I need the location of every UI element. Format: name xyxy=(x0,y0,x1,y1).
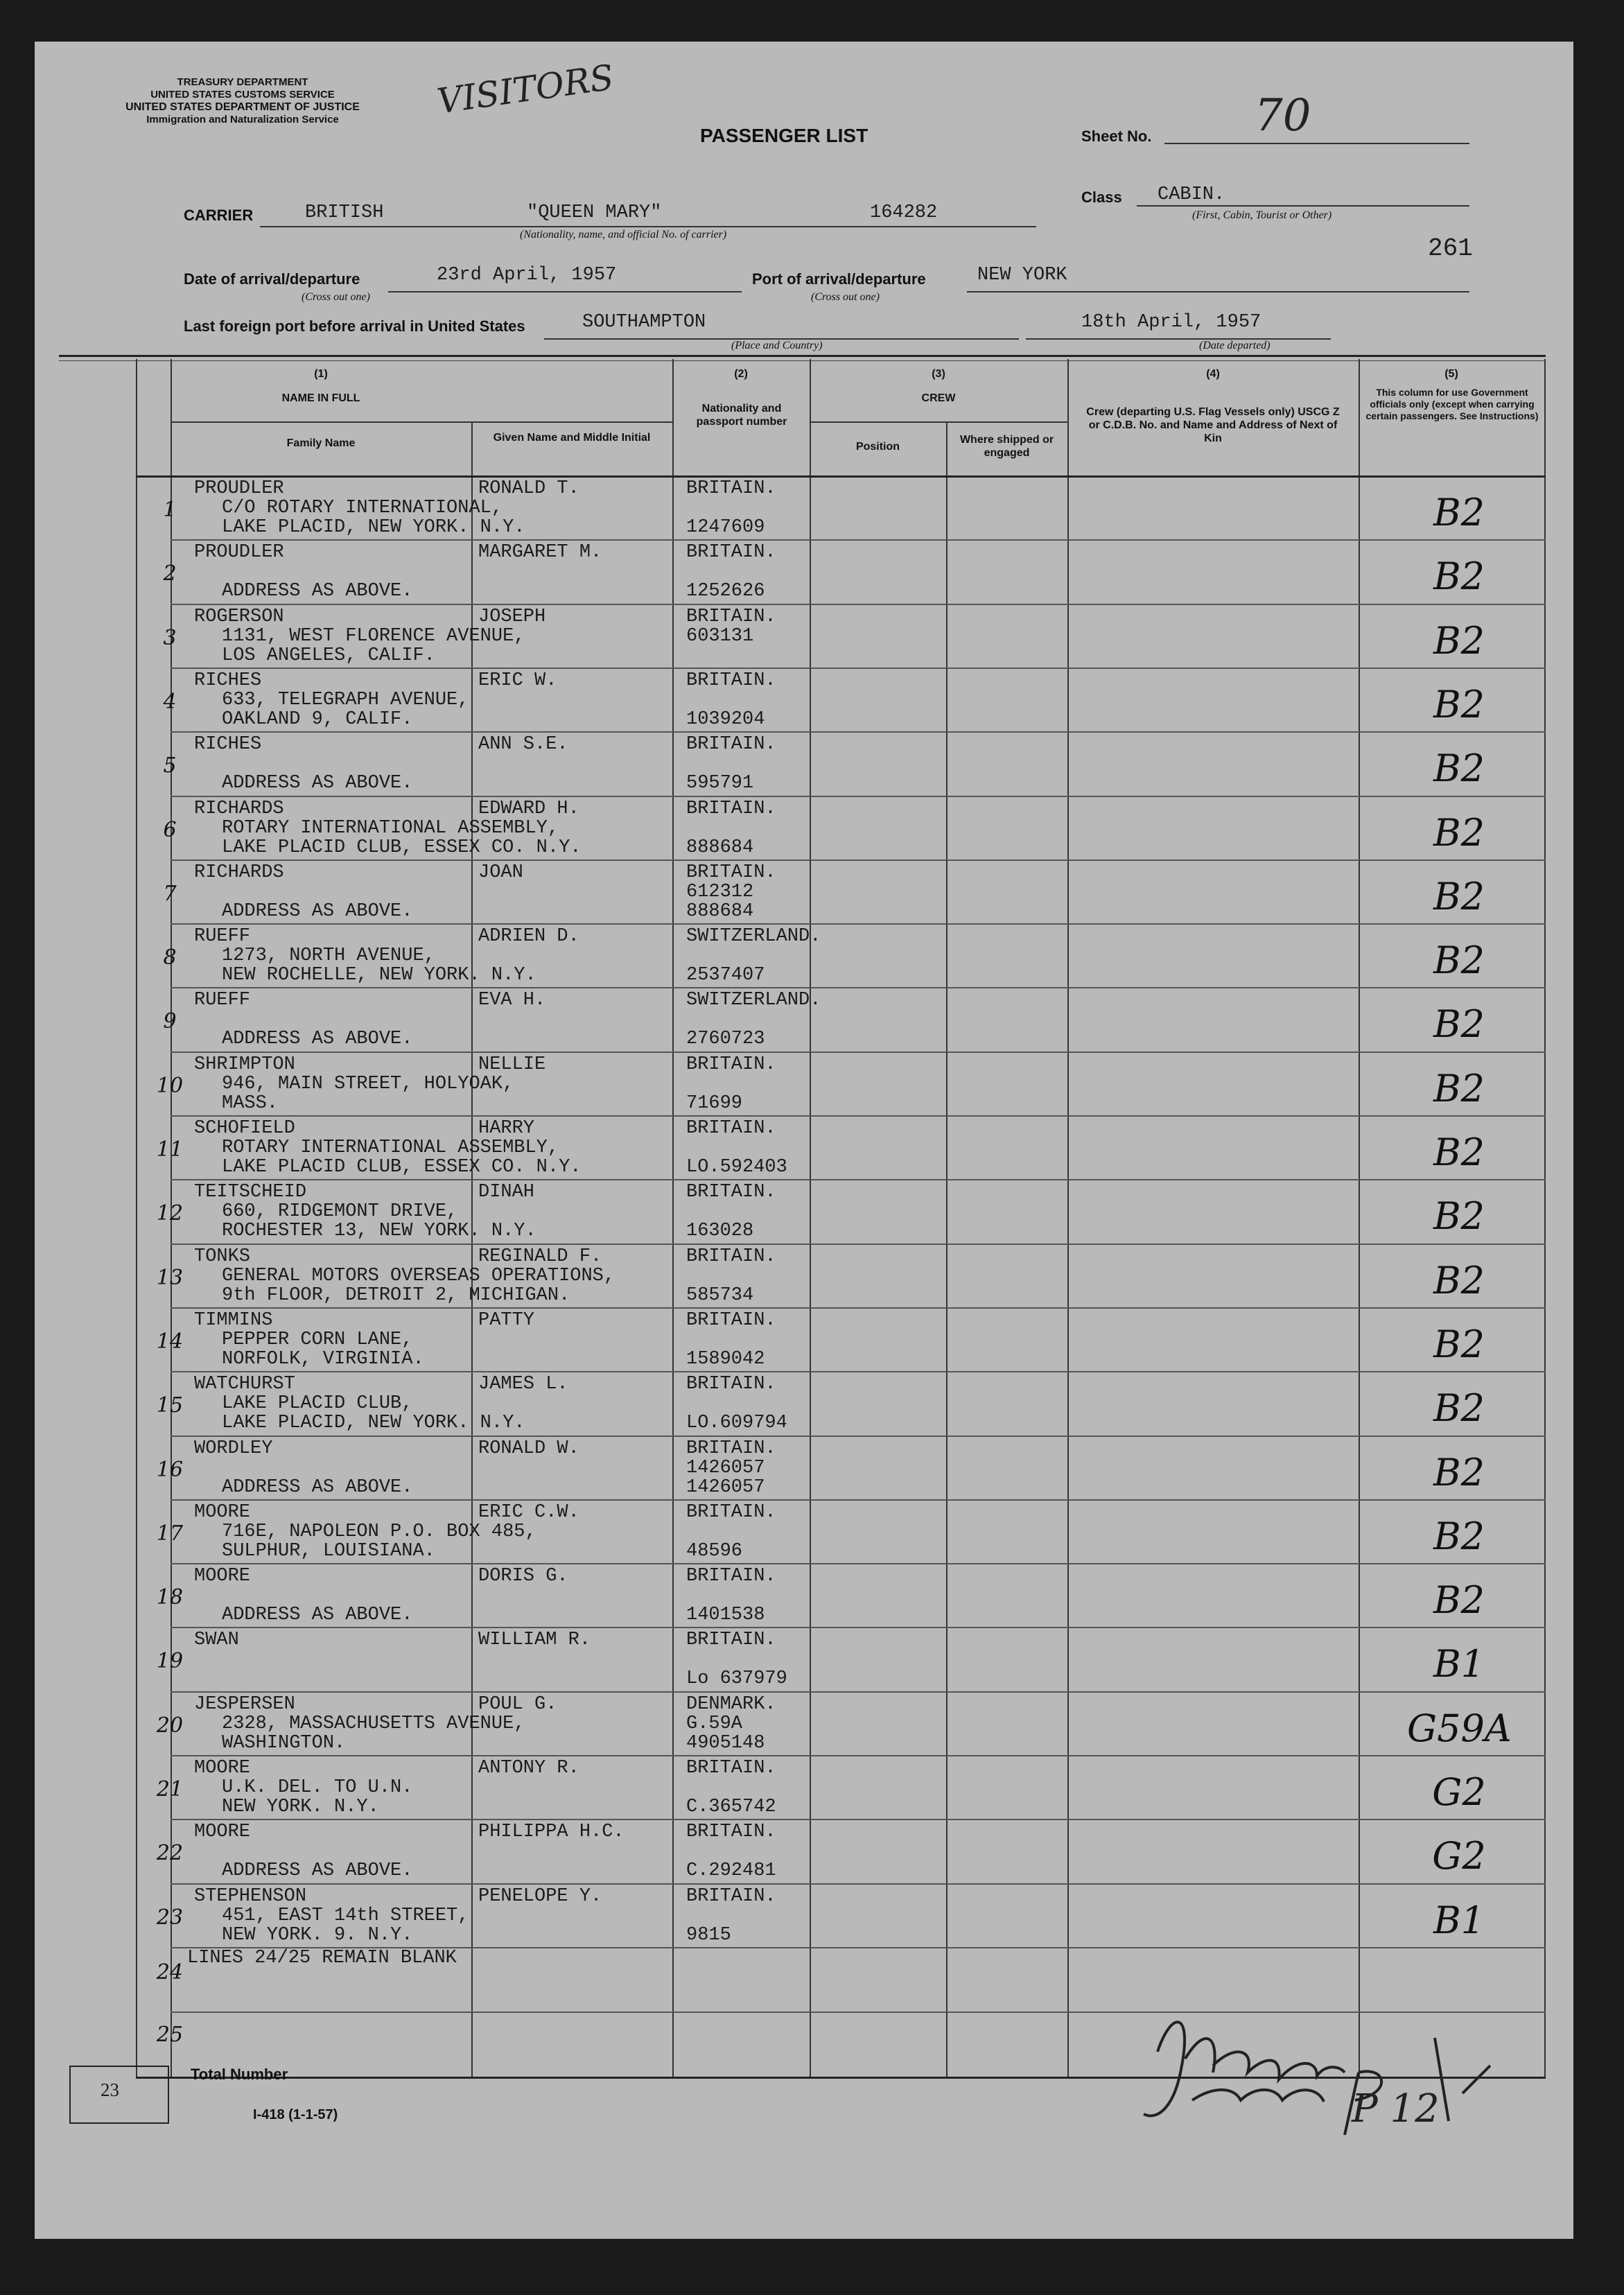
visa-class-mark: B2 xyxy=(1433,1450,1485,1494)
nationality: SWITZERLAND. xyxy=(686,926,821,948)
address-line1: 2328, MASSACHUSETTS AVENUE, xyxy=(222,1713,525,1734)
address-line2: ADDRESS AS ABOVE. xyxy=(222,1860,413,1882)
given-name: ANN S.E. xyxy=(478,734,568,756)
departure-date-value: 18th April, 1957 xyxy=(1081,312,1261,333)
row-divider xyxy=(171,1436,1546,1437)
address-line2: MASS. xyxy=(222,1092,279,1114)
class-caption: (First, Cabin, Tourist or Other) xyxy=(1192,209,1332,221)
visa-class-mark: B2 xyxy=(1433,1578,1485,1623)
given-name: JOAN xyxy=(478,862,523,883)
passport-number-2: C.365742 xyxy=(686,1797,776,1817)
passport-number-2: 1039204 xyxy=(686,708,765,730)
given-name: WILLIAM R. xyxy=(478,1630,591,1651)
address-line2: NEW YORK. N.Y. xyxy=(222,1797,379,1817)
family-name: WATCHURST xyxy=(194,1374,295,1395)
class-label: Class xyxy=(1081,189,1122,206)
row-divider xyxy=(171,1499,1546,1501)
nationality: BRITAIN. xyxy=(686,478,776,499)
visa-class-mark: B2 xyxy=(1433,939,1485,983)
col4-num: (4) xyxy=(1206,368,1220,380)
foreign-port-value: SOUTHAMPTON xyxy=(582,312,706,333)
passport-number-2: 585734 xyxy=(686,1284,754,1306)
row-number: 19 xyxy=(156,1649,184,1674)
address-line2: ADDRESS AS ABOVE. xyxy=(222,1605,413,1626)
sheet-number: 70 xyxy=(1255,90,1311,141)
family-name: MOORE xyxy=(194,1758,251,1779)
row-number: 17 xyxy=(156,1521,184,1546)
carrier-official-no: 164282 xyxy=(870,202,938,223)
signature-note: P 12 xyxy=(1352,2086,1440,2131)
port-value: NEW YORK xyxy=(977,265,1067,286)
address-line1: 1273, NORTH AVENUE, xyxy=(222,945,435,967)
row-divider xyxy=(171,1691,1546,1693)
col3-num: (3) xyxy=(932,368,945,380)
visa-class-mark: B2 xyxy=(1433,1514,1485,1558)
table-top-rule xyxy=(59,355,1546,357)
address-line2: OAKLAND 9, CALIF. xyxy=(222,708,413,730)
given-name: NELLIE xyxy=(478,1054,546,1075)
col2-num: (2) xyxy=(734,368,748,380)
nationality: BRITAIN. xyxy=(686,1309,776,1331)
row-divider xyxy=(171,1371,1546,1372)
given-name: ERIC C.W. xyxy=(478,1501,579,1523)
given-name: POUL G. xyxy=(478,1693,557,1715)
address-line2: LAKE PLACID CLUB, ESSEX CO. N.Y. xyxy=(222,1157,582,1178)
visa-class-mark: B2 xyxy=(1433,810,1485,855)
total-value: 23 xyxy=(101,2079,119,2100)
visa-class-mark: B2 xyxy=(1433,1194,1485,1239)
passport-number-2: 888684 xyxy=(686,837,754,858)
passport-number-1: 1426057 xyxy=(686,1457,765,1478)
address-line1: 633, TELEGRAPH AVENUE, xyxy=(222,689,469,710)
address-line2: LAKE PLACID, NEW YORK. N.Y. xyxy=(222,1413,525,1434)
row-divider xyxy=(171,1307,1546,1309)
address-line1: U.K. DEL. TO U.N. xyxy=(222,1777,413,1798)
passport-number-2: 888684 xyxy=(686,900,754,922)
address-line2: NEW YORK. 9. N.Y. xyxy=(222,1924,413,1946)
nationality: DENMARK. xyxy=(686,1693,776,1715)
nationality: BRITAIN. xyxy=(686,1054,776,1075)
visa-class-mark: B1 xyxy=(1433,1642,1485,1686)
row24-note: LINES 24/25 REMAIN BLANK xyxy=(187,1948,457,1969)
passport-number-2: LO.609794 xyxy=(686,1413,787,1434)
row-number: 9 xyxy=(163,1009,177,1034)
given-name: DORIS G. xyxy=(478,1566,568,1587)
address-line2: SULPHUR, LOUISIANA. xyxy=(222,1540,435,1562)
address-line2: NORFOLK, VIRGINIA. xyxy=(222,1348,424,1370)
row-divider xyxy=(171,1563,1546,1564)
row-number: 23 xyxy=(156,1905,184,1930)
row-number: 3 xyxy=(163,625,177,650)
address-line1: LAKE PLACID CLUB, xyxy=(222,1393,413,1415)
nationality: BRITAIN. xyxy=(686,1566,776,1587)
row-number: 20 xyxy=(156,1713,184,1738)
given-name: RONALD W. xyxy=(478,1438,579,1459)
address-line1: ROTARY INTERNATIONAL ASSEMBLY, xyxy=(222,817,559,839)
family-name: PROUDLER xyxy=(194,478,284,499)
visa-class-mark: B2 xyxy=(1433,874,1485,918)
nationality: BRITAIN. xyxy=(686,1182,776,1203)
address-line1: C/O ROTARY INTERNATIONAL, xyxy=(222,498,503,518)
family-name: WORDLEY xyxy=(194,1438,273,1459)
passport-number-2: 2537407 xyxy=(686,965,765,986)
family-name: RUEFF xyxy=(194,926,251,948)
address-line2: NEW ROCHELLE, NEW YORK. N.Y. xyxy=(222,965,536,986)
family-name: PROUDLER xyxy=(194,542,284,564)
passenger-list-sheet xyxy=(35,42,1573,2239)
col5-num: (5) xyxy=(1444,368,1458,380)
address-line2: ADDRESS AS ABOVE. xyxy=(222,581,413,602)
row-divider xyxy=(171,923,1546,925)
given-name: JOSEPH xyxy=(478,606,546,627)
col1-given: Given Name and Middle Initial xyxy=(493,432,651,444)
visa-class-mark: B1 xyxy=(1433,1898,1485,1942)
nationality: BRITAIN. xyxy=(686,862,776,883)
agency-line1: TREASURY DEPARTMENT xyxy=(177,76,308,88)
row-number: 4 xyxy=(163,689,177,714)
family-name: RICHARDS xyxy=(194,798,284,819)
row-divider xyxy=(171,1179,1546,1180)
officer-signature xyxy=(1116,1982,1560,2190)
visa-class-mark: B2 xyxy=(1433,1066,1485,1110)
passport-number-2: 1401538 xyxy=(686,1605,765,1626)
carrier-caption: (Nationality, name, and official No. of carrier) xyxy=(520,229,727,241)
row-divider xyxy=(171,1755,1546,1756)
nationality: BRITAIN. xyxy=(686,606,776,627)
address-line2: LOS ANGELES, CALIF. xyxy=(222,645,435,666)
passport-number-2: 2760723 xyxy=(686,1029,765,1050)
carrier-label: CARRIER xyxy=(184,207,254,224)
total-label: Total Number xyxy=(191,2066,288,2083)
row-number: 12 xyxy=(156,1201,184,1226)
carrier-name: "QUEEN MARY" xyxy=(527,202,662,223)
address-line2: ROCHESTER 13, NEW YORK. N.Y. xyxy=(222,1221,536,1242)
arrival-date-label: Date of arrival/departure xyxy=(184,270,360,288)
passport-number-2: 1426057 xyxy=(686,1476,765,1498)
departure-date-caption: (Date departed) xyxy=(1199,340,1271,351)
row-number: 18 xyxy=(156,1585,184,1610)
row-divider xyxy=(171,796,1546,797)
col4-title: Crew (departing U.S. Flag Vessels only) USCG Z or C.D.B. No. and Name and Address of Next of Kin xyxy=(1086,406,1340,444)
family-name: MOORE xyxy=(194,1566,251,1587)
address-line2: ADDRESS AS ABOVE. xyxy=(222,1029,413,1050)
agency-header xyxy=(76,76,409,126)
form-title: PASSENGER LIST xyxy=(700,125,868,146)
family-name: TEITSCHEID xyxy=(194,1182,307,1203)
col3-title: CREW xyxy=(921,392,956,404)
row-divider xyxy=(171,667,1546,669)
family-name: ROGERSON xyxy=(194,606,284,627)
row-divider xyxy=(171,987,1546,988)
row-divider xyxy=(171,1883,1546,1885)
row-number: 2 xyxy=(163,561,177,586)
address-line1: 451, EAST 14th STREET, xyxy=(222,1905,469,1926)
given-name: EVA H. xyxy=(478,990,546,1011)
total-box xyxy=(69,2066,169,2124)
given-name: PATTY xyxy=(478,1309,535,1331)
passport-number-2: 9815 xyxy=(686,1924,731,1946)
passport-number-1: 603131 xyxy=(686,625,754,647)
passport-number-2: C.292481 xyxy=(686,1860,776,1882)
passport-number-2: LO.592403 xyxy=(686,1157,787,1178)
address-line1: 1131, WEST FLORENCE AVENUE, xyxy=(222,625,525,647)
given-name: RONALD T. xyxy=(478,478,579,499)
passport-number-2: 4905148 xyxy=(686,1732,765,1754)
address-line1: PEPPER CORN LANE, xyxy=(222,1329,413,1350)
family-name: RICHES xyxy=(194,670,262,691)
row-divider xyxy=(171,1244,1546,1245)
address-line1: 716E, NAPOLEON P.O. BOX 485, xyxy=(222,1521,536,1542)
address-line1: 660, RIDGEMONT DRIVE, xyxy=(222,1201,458,1223)
visa-class-mark: B2 xyxy=(1433,682,1485,726)
family-name: RICHARDS xyxy=(194,862,284,883)
family-name: STEPHENSON xyxy=(194,1885,307,1907)
row-number: 10 xyxy=(156,1073,184,1098)
form-number: I-418 (1-1-57) xyxy=(253,2107,338,2122)
visa-class-mark: B2 xyxy=(1433,555,1485,599)
nationality: BRITAIN. xyxy=(686,1822,776,1843)
given-name: ANTONY R. xyxy=(478,1758,579,1779)
passport-number-2: 48596 xyxy=(686,1540,743,1562)
nationality: BRITAIN. xyxy=(686,1501,776,1523)
nationality: BRITAIN. xyxy=(686,798,776,819)
agency-line3: UNITED STATES DEPARTMENT OF JUSTICE xyxy=(125,101,360,113)
given-name: DINAH xyxy=(478,1182,535,1203)
address-line2: 9th FLOOR, DETROIT 2, MICHIGAN. xyxy=(222,1284,570,1306)
nationality: BRITAIN. xyxy=(686,1885,776,1907)
row-divider xyxy=(171,1627,1546,1628)
row-number: 24 xyxy=(156,1960,184,1984)
passport-number-2: 163028 xyxy=(686,1221,754,1242)
visa-class-mark: G2 xyxy=(1432,1770,1486,1814)
passport-number-2: 595791 xyxy=(686,773,754,794)
family-name: RUEFF xyxy=(194,990,251,1011)
row-number: 11 xyxy=(156,1137,184,1162)
nationality: BRITAIN. xyxy=(686,1758,776,1779)
row-number: 21 xyxy=(156,1777,184,1801)
col2-title: Nationality and passport number xyxy=(696,403,787,428)
nationality: SWITZERLAND. xyxy=(686,990,821,1011)
class-value: CABIN. xyxy=(1158,184,1225,205)
family-name: SWAN xyxy=(194,1630,239,1651)
given-name: MARGARET M. xyxy=(478,542,602,564)
address-line2: LAKE PLACID CLUB, ESSEX CO. N.Y. xyxy=(222,837,582,858)
nationality: BRITAIN. xyxy=(686,542,776,564)
arrival-cross-caption: (Cross out one) xyxy=(302,291,370,303)
passport-number-1: G.59A xyxy=(686,1713,743,1734)
given-name: PENELOPE Y. xyxy=(478,1885,602,1907)
visa-class-mark: B2 xyxy=(1433,1131,1485,1174)
passport-number-2: 71699 xyxy=(686,1092,743,1114)
handwritten-visitors: VISITORS xyxy=(435,57,616,122)
col3-where: Where shipped or engaged xyxy=(959,434,1054,459)
nationality: BRITAIN. xyxy=(686,670,776,691)
visa-class-mark: B2 xyxy=(1433,1002,1485,1047)
page-stamp: 261 xyxy=(1428,234,1473,263)
nationality: BRITAIN. xyxy=(686,1246,776,1267)
visa-class-mark: G59A xyxy=(1407,1706,1512,1750)
row-number: 5 xyxy=(163,753,177,778)
visa-class-mark: B2 xyxy=(1433,491,1485,534)
nationality: BRITAIN. xyxy=(686,734,776,756)
visa-class-mark: G2 xyxy=(1432,1834,1486,1878)
family-name: SHRIMPTON xyxy=(194,1054,295,1075)
agency-line4: Immigration and Naturalization Service xyxy=(146,114,339,125)
row-number: 6 xyxy=(163,817,177,842)
given-name: PHILIPPA H.C. xyxy=(478,1822,625,1843)
visa-class-mark: B2 xyxy=(1433,747,1485,791)
foreign-port-caption: (Place and Country) xyxy=(731,340,823,351)
arrival-date-value: 23rd April, 1957 xyxy=(437,265,617,286)
col1-title: NAME IN FULL xyxy=(281,392,360,404)
row-divider xyxy=(171,1051,1546,1053)
family-name: SCHOFIELD xyxy=(194,1118,295,1139)
port-label: Port of arrival/departure xyxy=(752,270,926,288)
row-number: 1 xyxy=(163,498,177,522)
visa-class-mark: B2 xyxy=(1433,618,1485,663)
sheet-label: Sheet No. xyxy=(1081,128,1152,145)
family-name: MOORE xyxy=(194,1822,251,1843)
address-line2: LAKE PLACID, NEW YORK. N.Y. xyxy=(222,517,525,538)
nationality: BRITAIN. xyxy=(686,1438,776,1459)
row-number: 22 xyxy=(156,1841,184,1866)
family-name: MOORE xyxy=(194,1501,251,1523)
row-divider xyxy=(171,1115,1546,1117)
given-name: HARRY xyxy=(478,1118,535,1139)
agency-line2: UNITED STATES CUSTOMS SERVICE xyxy=(150,89,335,101)
row-number: 7 xyxy=(163,881,177,906)
col5-title: This column for use Government officials only (except when carrying certain passengers. See Instructions) xyxy=(1365,387,1539,421)
passport-number-1: 612312 xyxy=(686,881,754,902)
row-divider xyxy=(171,539,1546,541)
address-line1: ROTARY INTERNATIONAL ASSEMBLY, xyxy=(222,1137,559,1158)
row-number: 25 xyxy=(156,2023,184,2047)
visa-class-mark: B2 xyxy=(1433,1258,1485,1302)
col1-num: (1) xyxy=(314,368,328,380)
carrier-nationality: BRITISH xyxy=(305,202,384,223)
nationality: BRITAIN. xyxy=(686,1118,776,1139)
address-line2: ADDRESS AS ABOVE. xyxy=(222,773,413,794)
row-divider xyxy=(171,1819,1546,1820)
address-line1: 946, MAIN STREET, HOLYOAK, xyxy=(222,1073,514,1094)
family-name: JESPERSEN xyxy=(194,1693,295,1715)
address-line1: GENERAL MOTORS OVERSEAS OPERATIONS, xyxy=(222,1265,615,1286)
passport-number-2: 1247609 xyxy=(686,517,765,538)
given-name: ADRIEN D. xyxy=(478,926,579,948)
address-line2: ADDRESS AS ABOVE. xyxy=(222,900,413,922)
family-name: RICHES xyxy=(194,734,262,756)
visa-class-mark: B2 xyxy=(1433,1386,1485,1431)
address-line2: ADDRESS AS ABOVE. xyxy=(222,1476,413,1498)
visa-class-mark: B2 xyxy=(1433,1322,1485,1366)
row-divider xyxy=(171,604,1546,605)
row-number: 16 xyxy=(156,1457,184,1482)
family-name: TONKS xyxy=(194,1246,251,1267)
given-name: REGINALD F. xyxy=(478,1246,602,1267)
given-name: ERIC W. xyxy=(478,670,557,691)
col1-family: Family Name xyxy=(286,437,356,449)
row-number: 8 xyxy=(163,945,177,970)
passport-number-2: Lo 637979 xyxy=(686,1668,787,1690)
row-number: 13 xyxy=(156,1265,184,1290)
given-name: JAMES L. xyxy=(478,1374,568,1395)
row-divider xyxy=(171,731,1546,733)
foreign-port-label: Last foreign port before arrival in United States xyxy=(184,317,525,335)
passport-number-2: 1589042 xyxy=(686,1348,765,1370)
col3-position: Position xyxy=(855,441,900,453)
passport-number-2: 1252626 xyxy=(686,581,765,602)
row-number: 15 xyxy=(156,1393,184,1418)
nationality: BRITAIN. xyxy=(686,1630,776,1651)
given-name: EDWARD H. xyxy=(478,798,579,819)
row-number: 14 xyxy=(156,1329,184,1354)
address-line2: WASHINGTON. xyxy=(222,1732,346,1754)
row-divider xyxy=(171,859,1546,861)
nationality: BRITAIN. xyxy=(686,1374,776,1395)
family-name: TIMMINS xyxy=(194,1309,273,1331)
port-cross-caption: (Cross out one) xyxy=(811,291,880,303)
